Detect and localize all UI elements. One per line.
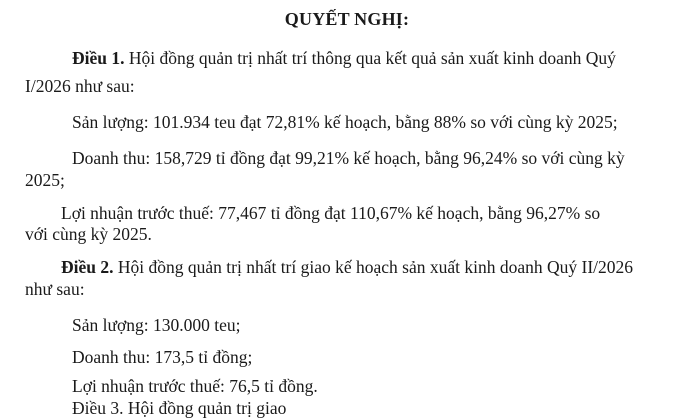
cutoff-line-wrapper (0, 398, 694, 418)
resolution-heading: QUYẾT NGHỊ: (284, 9, 410, 29)
article-1-profit-line-2: với cùng kỳ 2025. (25, 224, 152, 244)
article-2-revenue: Doanh thu: 173,5 tỉ đồng; (72, 347, 253, 367)
article-2-label: Điều 2. (61, 257, 114, 277)
article-1-revenue-line-1: Doanh thu: 158,729 tỉ đồng đạt 99,21% kế hoạch, bằng 96,24% so với cùng kỳ (72, 148, 625, 168)
article-1-profit-line-1: Lợi nhuận trước thuế: 77,467 tỉ đồng đạt 110,67% kế hoạch, bằng 96,27% so (61, 203, 601, 223)
cutoff-line: Điều 3. Hội đồng quản trị giao (72, 398, 287, 418)
article-2-profit: Lợi nhuận trước thuế: 76,5 tỉ đồng. (72, 376, 318, 396)
article-1-intro-text: Hội đồng quản trị nhất trí thông qua kết quả sản xuất kinh doanh Quý (124, 48, 616, 68)
article-2-intro-line-1 (61, 257, 633, 277)
article-1-intro-line-1 (72, 48, 616, 68)
article-1-label: Điều 1. (72, 48, 125, 68)
article-2-intro-line-2: như sau: (25, 279, 85, 299)
article-1-intro-line-2: I/2026 như sau: (25, 76, 135, 96)
article-1-output: Sản lượng: 101.934 teu đạt 72,81% kế hoạch, bằng 88% so với cùng kỳ 2025; (72, 112, 618, 132)
article-1-revenue-line-2: 2025; (25, 170, 65, 190)
article-2-intro-text: Hội đồng quản trị nhất trí giao kế hoạch sản xuất kinh doanh Quý II/2026 (113, 257, 634, 277)
article-2-output: Sản lượng: 130.000 teu; (72, 315, 241, 335)
